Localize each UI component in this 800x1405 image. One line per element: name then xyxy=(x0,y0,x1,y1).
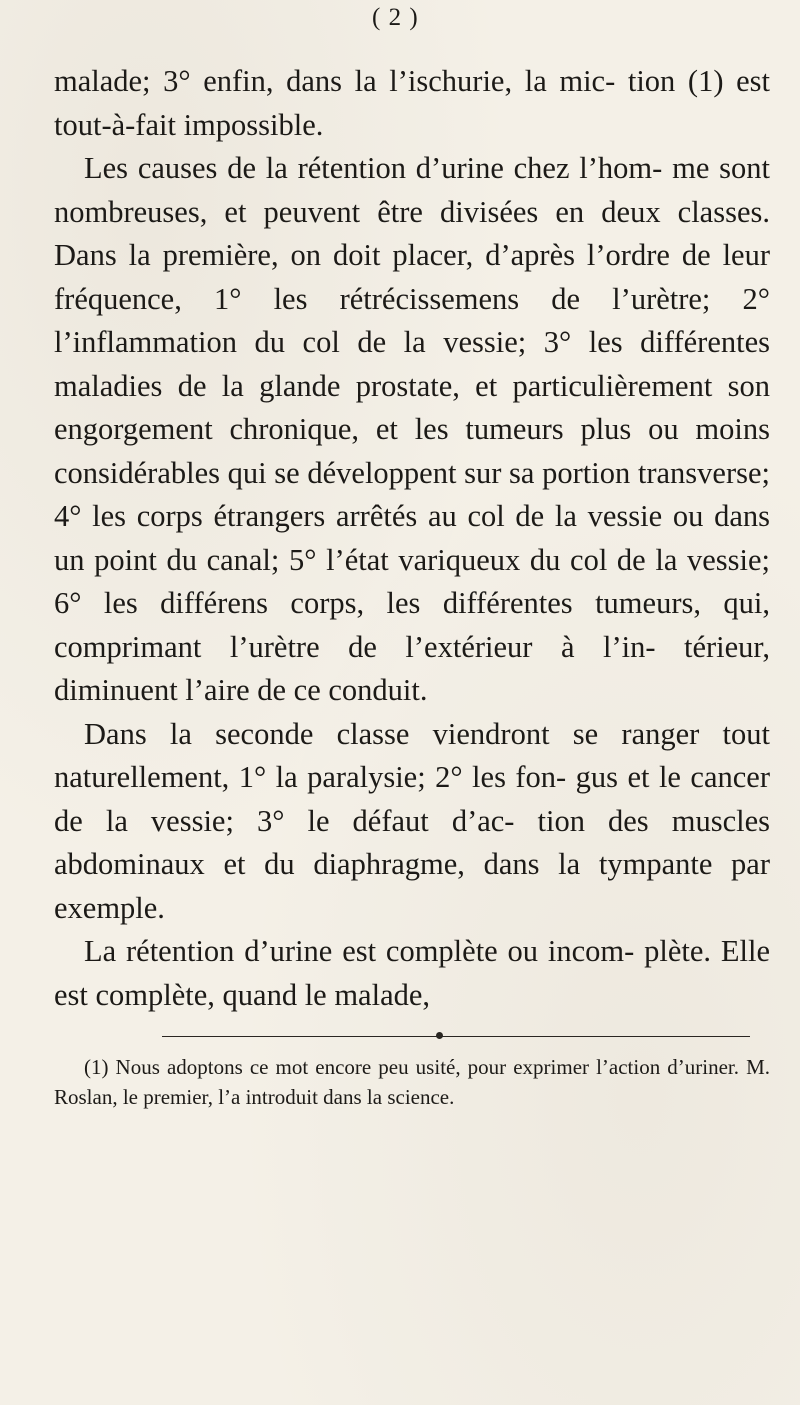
paragraph-causes: Les causes de la rétention d’urine chez l’hom- me sont nombreuses, et peuvent être divisées en deux classes. Dans la première, on doit placer, d’après l’ordre de leur fréquence, 1° les rétrécissemens de l’urètre; 2° l’inflammation du col de la vessie; 3° les différentes maladies de la glande prostate, et particulièrement son engorgement chronique, et les tumeurs plus ou moins considérables qui se développent sur sa portion transverse; 4° les corps étrangers arrêtés au col de la vessie ou dans un point du canal; 5° l’état variqueux du col de la vessie; 6° les différens corps, les différentes tumeurs, qui, comprimant l’urètre de l’extérieur à l’in- térieur, diminuent l’aire de ce conduit. xyxy=(54,151,770,707)
footnote-text: (1) Nous adoptons ce mot encore peu usité, pour exprimer l’action d’uriner. M. Roslan, le premier, l’a introduit dans la science. xyxy=(54,1055,770,1109)
footnote-divider xyxy=(162,1036,750,1037)
body-text xyxy=(54,60,770,1017)
footnote xyxy=(54,1052,770,1112)
page-number: ( 2 ) xyxy=(372,4,419,31)
footnote-divider-dot xyxy=(436,1032,443,1039)
paragraph-second-class: Dans la seconde classe viendront se ranger tout naturellement, 1° la paralysie; 2° les fon- gus et le cancer de la vessie; 3° le défaut d’ac- tion des muscles abdominaux et du diaphragme, dans la tympante par exemple. xyxy=(54,716,770,925)
paragraph-continuation: malade; 3° enfin, dans la l’ischurie, la mic- tion (1) est tout-à-fait impossible. xyxy=(54,64,770,142)
paragraph-complete-incomplete: La rétention d’urine est complète ou incom- plète. Elle est complète, quand le malade, xyxy=(54,934,770,1012)
